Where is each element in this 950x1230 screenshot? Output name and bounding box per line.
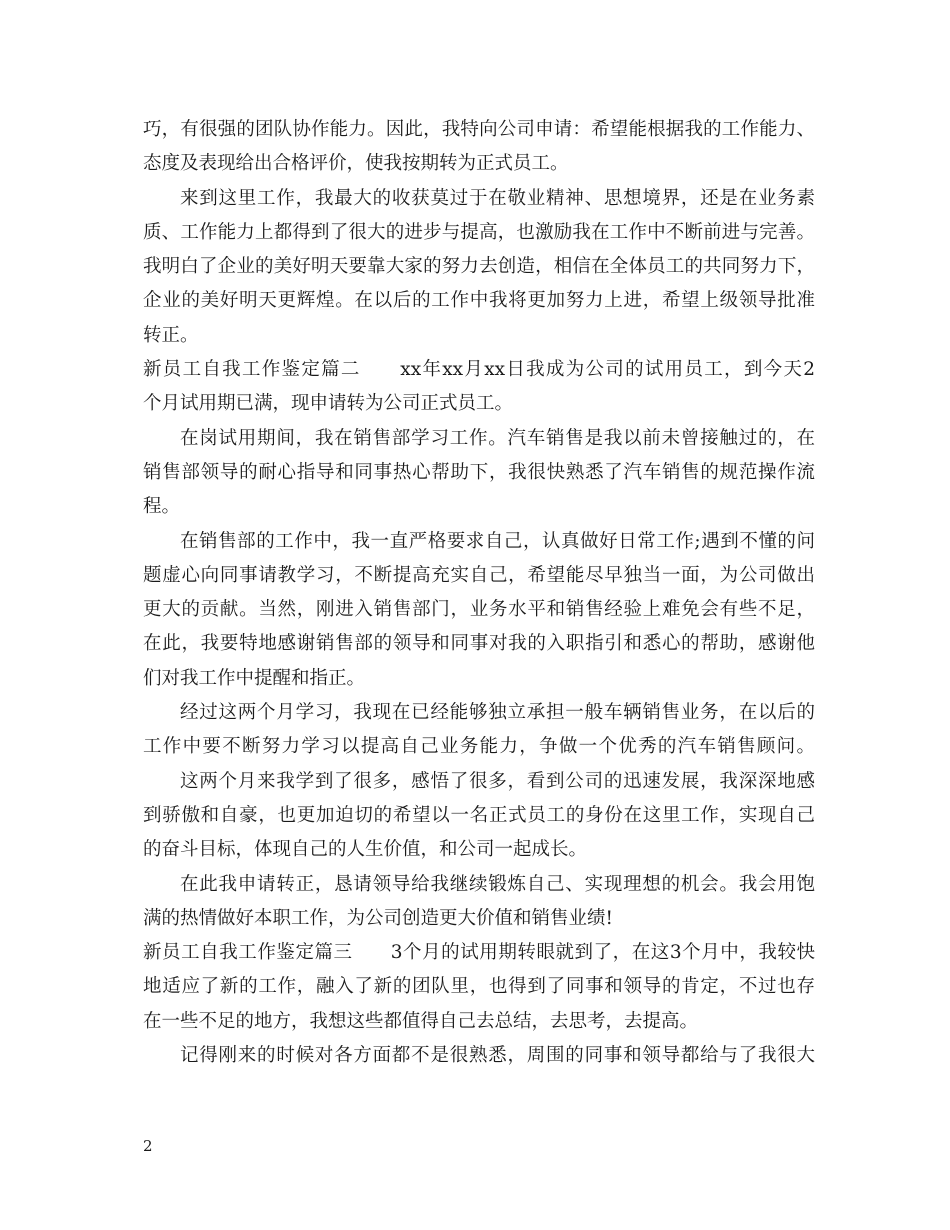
text-line: 质、工作能力上都得到了很大的进步与提高，也激励我在工作中不断前进与完善。 (143, 221, 815, 243)
text-line: 巧，有很强的团队协作能力。因此，我特向公司申请：希望能根据我的工作能力、 (143, 119, 815, 140)
text-line: 个月试用期已满，现申请转为公司正式员工。 (143, 393, 514, 415)
text-line: 来到这里工作，我最大的收获莫过于在敬业精神、思想境界，还是在业务素 (180, 187, 815, 209)
document-body (143, 113, 815, 1073)
text-line: 经过这两个月学习，我现在已经能够独立承担一般车辆销售业务，在以后的 (180, 702, 815, 724)
text-line: 的奋斗目标，体现自己的人生价值，和公司一起成长。 (143, 839, 588, 861)
text-line: 地适应了新的工作，融入了新的团队里，也得到了同事和领导的肯定，不过也存 (143, 976, 815, 998)
page-number: 2 (143, 1137, 153, 1155)
text-line: 满的热情做好本职工作，为公司创造更大价值和销售业绩! (143, 907, 613, 929)
text-line: 工作中要不断努力学习以提高自己业务能力，争做一个优秀的汽车销售顾问。 (143, 736, 815, 758)
text-line: 企业的美好明天更辉煌。在以后的工作中我将更加努力上进，希望上级领导批准 (143, 290, 815, 312)
text-line: 记得刚来的时候对各方面都不是很熟悉，周围的同事和领导都给与了我很大 (180, 1045, 815, 1067)
text-line: 题虚心向同事请教学习，不断提高充实自己，希望能尽早独当一面，为公司做出 (143, 564, 815, 586)
section-heading-line: 新员工自我工作鉴定篇二 xx年xx月xx日我成为公司的试用员工，到今天2 (143, 359, 815, 381)
text-line: 在岗试用期间，我在销售部学习工作。汽车销售是我以前未曾接触过的，在 (180, 427, 815, 449)
text-line: 我明白了企业的美好明天要靠大家的努力去创造，相信在全体员工的共同努力下， (143, 256, 815, 278)
text-line: 在销售部的工作中，我一直严格要求自己，认真做好日常工作;遇到不懂的问 (180, 530, 815, 552)
text-line: 们对我工作中提醒和指正。 (143, 667, 366, 689)
text-line: 在此，我要特地感谢销售部的领导和同事对我的入职指引和悉心的帮助，感谢他 (143, 633, 815, 655)
text-line: 转正。 (143, 324, 199, 346)
text-line: 态度及表现给出合格评价，使我按期转为正式员工。 (143, 153, 569, 175)
section-heading-line: 新员工自我工作鉴定篇三 3个月的试用期转眼就到了，在这3个月中，我较快 (143, 942, 815, 964)
text-line: 程。 (143, 496, 181, 518)
text-line: 销售部领导的耐心指导和同事热心帮助下，我很快熟悉了汽车销售的规范操作流 (143, 461, 815, 483)
text-line: 这两个月来我学到了很多，感悟了很多，看到公司的迅速发展，我深深地感 (180, 770, 815, 792)
text-line: 到骄傲和自豪，也更加迫切的希望以一名正式员工的身份在这里工作，实现自己 (143, 804, 815, 826)
text-line: 更大的贡献。当然，刚进入销售部门，业务水平和销售经验上难免会有些不足， (143, 599, 815, 621)
text-line: 在一些不足的地方，我想这些都值得自己去总结，去思考，去提高。 (143, 1010, 699, 1032)
text-line: 在此我申请转正，恳请领导给我继续锻炼自己、实现理想的机会。我会用饱 (180, 873, 815, 895)
